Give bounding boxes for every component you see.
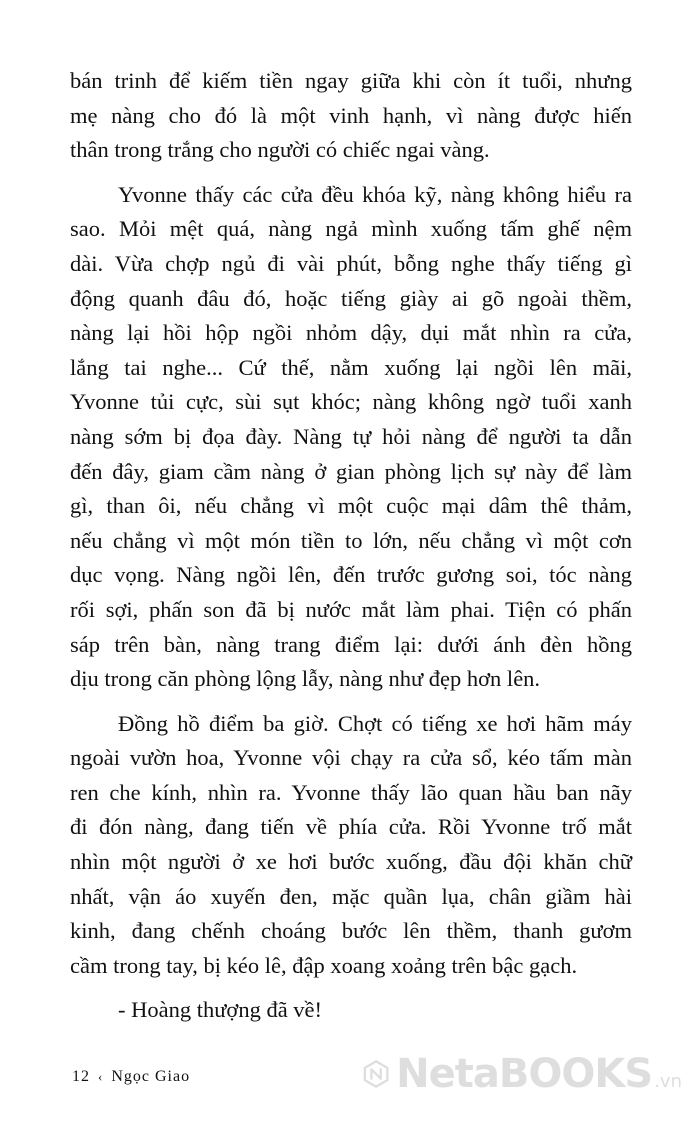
text-line: động quanh đâu đó, hoặc tiếng giày ai gõ ngoài thềm, — [70, 285, 632, 311]
text-line: lắng tai nghe... Cứ thế, nằm xuống lại ngồi lên mãi, — [70, 354, 632, 380]
text-line: Yvonne thấy các cửa đều khóa kỹ, nàng không hiểu ra — [118, 181, 632, 207]
text-line: cầm trong tay, bị kéo lê, đập xoang xoảng trên bậc gạch. — [70, 952, 578, 978]
text-line: dục vọng. Nàng ngồi lên, đến trước gương soi, tóc nàng — [70, 562, 632, 588]
watermark-suffix: .vn — [654, 1070, 682, 1092]
text-line: nhất, vận áo xuyến đen, mặc quần lụa, chân giầm hài — [70, 883, 632, 909]
text-line: đi đón nàng, đang tiến về phía cửa. Rồi Yvonne trố mắt — [70, 814, 632, 840]
text-line: kinh, đang chếnh choáng bước lên thềm, thanh gươm — [70, 918, 632, 944]
page-body — [70, 64, 632, 1038]
text-line: nếu chẳng vì một món tiền to lớn, nếu chẳng vì một cơn — [70, 527, 632, 553]
text-line: nhìn một người ở xe hơi bước xuống, đầu đội khăn chữ — [70, 849, 632, 875]
text-line: rối sợi, phấn son đã bị nước mắt làm phai. Tiện có phấn — [70, 596, 632, 622]
text-line: thân trong trắng cho người có chiếc ngai vàng. — [70, 137, 490, 163]
paragraph — [70, 993, 632, 1028]
text-line: sao. Mỏi mệt quá, nàng ngả mình xuống tấm ghế nệm — [70, 216, 632, 242]
netabooks-logo-icon — [362, 1044, 390, 1104]
author-name: Ngọc Giao — [111, 1068, 191, 1085]
watermark — [362, 1042, 682, 1106]
page-footer — [72, 1068, 190, 1086]
text-line: dài. Vừa chợp ngủ đi vài phút, bỗng nghe thấy tiếng gì — [70, 250, 632, 276]
paragraph — [70, 707, 632, 984]
text-line: bán trinh để kiếm tiền ngay giữa khi còn ít tuổi, nhưng — [70, 68, 632, 93]
text-line: - Hoàng thượng đã về! — [118, 997, 323, 1023]
paragraph — [70, 178, 632, 697]
page-number: 12 — [72, 1068, 90, 1085]
text-line: ren che kính, nhìn ra. Yvonne thấy lão quan hầu ban nãy — [70, 779, 632, 805]
text-line: Yvonne tủi cực, sùi sụt khóc; nàng không ngờ tuổi xanh — [70, 389, 632, 415]
text-line: sáp trên bàn, nàng trang điểm lại: dưới ánh đèn hồng — [70, 631, 632, 657]
text-line: đến đây, giam cầm nàng ở gian phòng lịch sự này để làm — [70, 458, 632, 484]
watermark-brand: NetaBOOKS — [396, 1051, 653, 1097]
paragraph — [70, 64, 632, 168]
text-line: ngoài vườn hoa, Yvonne vội chạy ra cửa sổ, kéo tấm màn — [70, 745, 632, 771]
footer-separator: ‹ — [98, 1069, 104, 1084]
text-line: gì, than ôi, nếu chẳng vì một cuộc mại dâm thê thảm, — [70, 493, 632, 519]
text-line: dịu trong căn phòng lộng lẫy, nàng như đẹp hơn lên. — [70, 666, 541, 692]
text-line: nàng lại hồi hộp ngồi nhỏm dậy, dụi mắt nhìn ra cửa, — [70, 320, 632, 346]
text-line: nàng sớm bị đọa đày. Nàng tự hỏi nàng để người ta dẫn — [70, 423, 632, 449]
text-line: mẹ nàng cho đó là một vinh hạnh, vì nàng được hiến — [70, 102, 632, 128]
text-line: Đồng hồ điểm ba giờ. Chợt có tiếng xe hơi hãm máy — [118, 710, 632, 736]
